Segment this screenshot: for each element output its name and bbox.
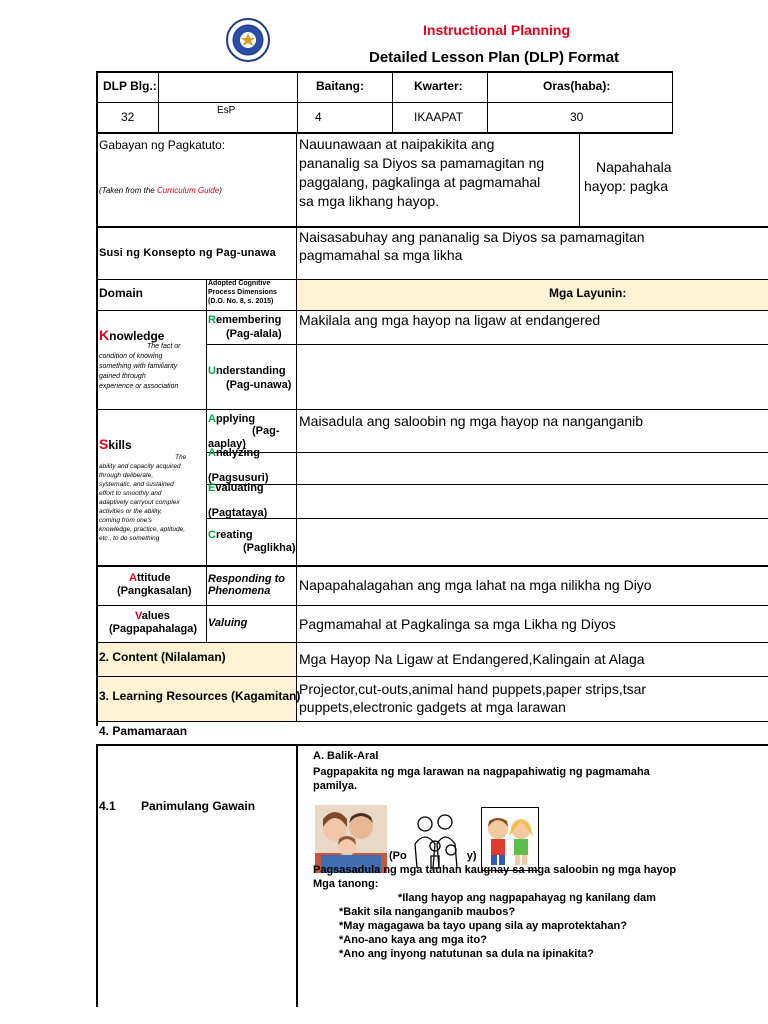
attitude-sub: (Pangkasalan) <box>117 585 192 597</box>
skills-desc: The ability and capacity acquired through deliberate, systematic, and sustained effort to smoothly and adaptively carryout complex activities or the ability, coming from one's knowledge, practice, aptitude, etc., to do something <box>99 454 187 542</box>
time-value: 30 <box>570 110 584 124</box>
family-photo-image <box>315 805 387 873</box>
question-4: *Ano-ano kaya ang mga ito? <box>339 934 487 946</box>
dlp-value: 32 <box>121 110 135 124</box>
question-5: *Ano ang inyong natutunan sa dula na ipinakita? <box>339 948 594 960</box>
kids-cartoon-image <box>481 807 539 871</box>
values-sub: (Pagpapahalaga) <box>109 623 198 635</box>
remembering-sub: (Pag-alala) <box>226 328 282 340</box>
creating-sub: (Paglikha) <box>243 542 296 554</box>
applying-sub-1: (Pag- <box>252 425 280 437</box>
remembering-objective: Makilala ang mga hayop na ligaw at endangered <box>299 312 601 328</box>
guide-right-text: Napahahala hayop: pagka <box>584 159 672 194</box>
review-title: A. Balik-Aral <box>313 750 379 762</box>
understanding-label: Understanding <box>208 365 286 377</box>
attitude-label: Attitude <box>129 572 171 584</box>
understanding-sub: (Pag-unawa) <box>226 379 292 391</box>
objectives-header-bg <box>297 280 768 310</box>
motive-text: Pagsasadula ng mga tauhan kaugnay sa mga saloobin ng mga hayop <box>313 864 677 876</box>
dlp-label: DLP Blg.: <box>103 79 157 93</box>
guide-source: (Taken from the Curriculum Guide) <box>99 186 222 195</box>
grade-label: Baitang: <box>316 79 364 93</box>
procedure-sub-number: 4.1 <box>99 799 116 813</box>
key-concept-label: Susi ng Konsepto ng Pag-unawa <box>99 247 276 259</box>
header-subtitle: Instructional Planning <box>423 22 571 38</box>
subject-value: EsP <box>217 105 236 116</box>
content-label: 2. Content (Nilalaman) <box>99 650 226 664</box>
applying-label: Applying <box>208 413 256 425</box>
quarter-value: IKAAPAT <box>414 110 463 124</box>
creating-label: Creating <box>208 529 253 541</box>
deped-seal-icon <box>226 18 270 62</box>
review-text: Pagpapakita ng mga larawan na nagpapahiwatig ng pagmamaha pamilya. <box>313 766 650 792</box>
knowledge-desc: The fact or condition of knowing something with familiarity gained through experience or association <box>99 343 181 390</box>
dimensions-label: Adopted Cognitive Process Dimensions (D.O. No. 8, s. 2015) <box>208 280 277 305</box>
evaluating-sub: (Pagtataya) <box>208 507 268 519</box>
applying-sub-2: aaplay) <box>208 438 246 450</box>
domain-label: Domain <box>99 286 144 300</box>
question-1: *Ilang hayop ang nagpapahayag ng kanilang dam <box>398 892 656 904</box>
procedure-label: 4. Pamamaraan <box>99 724 188 738</box>
resources-text: Projector,cut-outs,animal hand puppets,paper strips,tsar puppets,electronic gadgets at mga larawan <box>299 681 647 715</box>
resources-label: 3. Learning Resources (Kagamitan) <box>99 689 301 703</box>
grade-value: 4 <box>315 110 322 124</box>
attitude-objective: Napapahalagahan ang mga lahat na mga nilikha ng Diyo <box>299 577 652 593</box>
time-label: Oras(haba): <box>543 79 611 93</box>
knowledge-title: Knowledge <box>99 327 165 343</box>
motive-title: (Po y) <box>389 850 477 862</box>
guide-label: Gabayan ng Pagkatuto: <box>99 138 226 152</box>
quarter-label: Kwarter: <box>414 79 463 93</box>
attitude-dimension: Responding to Phenomena <box>208 573 285 597</box>
analyzing-sub: (Pagsusuri) <box>208 472 269 484</box>
skills-title: Skills <box>99 436 132 452</box>
objectives-label: Mga Layunin: <box>549 286 627 300</box>
procedure-sub-label: Panimulang Gawain <box>141 799 256 813</box>
key-concept-text: Naisasabuhay ang pananalig sa Diyos sa pamamagitan pagmamahal sa mga likha <box>299 229 645 263</box>
analyzing-label: Analyzing <box>208 447 260 459</box>
remembering-label: Remembering <box>208 314 282 326</box>
content-text: Mga Hayop Na Ligaw at Endangered,Kalingain at Alaga <box>299 651 645 667</box>
questions-label: Mga tanong: <box>313 878 379 890</box>
values-objective: Pagmamahal at Pagkalinga sa mga Likha ng Diyos <box>299 616 616 632</box>
values-label: Values <box>135 610 170 622</box>
page-title: Detailed Lesson Plan (DLP) Format <box>369 49 620 66</box>
question-2: *Bakit sila nanganganib maubos? <box>339 906 516 918</box>
values-dimension: Valuing <box>208 617 248 629</box>
question-3: *May magagawa ba tayo upang sila ay maprotektahan? <box>339 920 627 932</box>
applying-objective: Maisadula ang saloobin ng mga hayop na nanganganib <box>299 413 644 429</box>
evaluating-label: Evaluating <box>208 482 264 494</box>
guide-text: Nauunawaan at naipakikita ang pananalig sa Diyos sa pamamagitan ng paggalang, pagkalinga at pagmamahal sa mga likhang hayop. <box>299 136 545 209</box>
